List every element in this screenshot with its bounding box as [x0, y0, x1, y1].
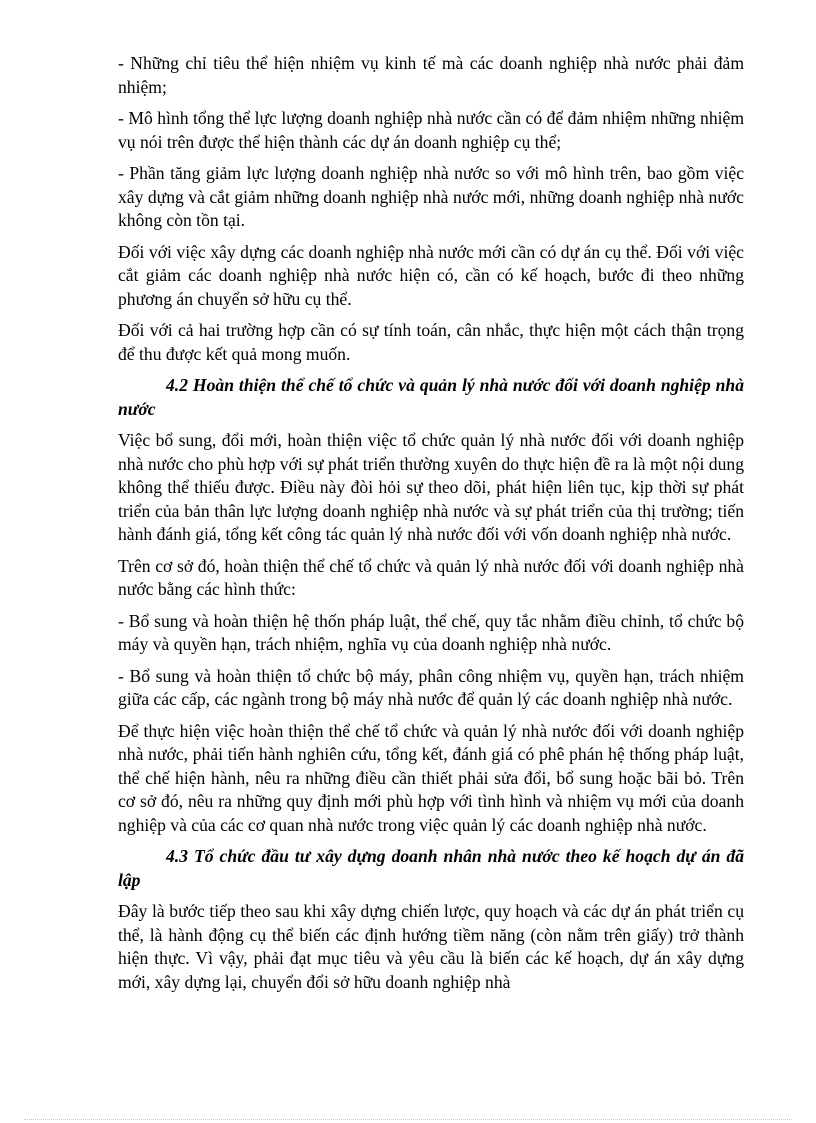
- section-heading-4-2: 4.2 Hoàn thiện thể chế tổ chức và quản lý nhà nước đối với doanh nghiệp nhà nước: [118, 375, 744, 419]
- bullet-apparatus: - Bổ sung và hoàn thiện tổ chức bộ máy, phân công nhiệm vụ, quyền hạn, trách nhiệm giữa các cấp, các ngành trong bộ máy nhà nước để quản lý các doanh nghiệp nhà nước.: [118, 665, 744, 709]
- paragraph-next-step: Đây là bước tiếp theo sau khi xây dựng chiến lược, quy hoạch và các dự án phát triển cụ thể, là hành động cụ thể biến các định hướng tiềm năng (còn nằm trên giấy) trở thành hiện thực. Vì vậy, phải đạt mục tiêu và yêu cầu là biến các kế hoạch, dự án xây dựng mới, xây dựng lại, chuyển đổi sở hữu doanh nghiệp nhà: [118, 901, 744, 992]
- paragraph-new-enterprises: Đối với việc xây dựng các doanh nghiệp nhà nước mới cần có dự án cụ thể. Đối với việc cắt giảm các doanh nghiệp nhà nước hiện có, cần có kế hoạch, bước đi theo những phương án chuyển sở hữu cụ thể.: [118, 241, 744, 309]
- bullet-overall-model: - Mô hình tổng thể lực lượng doanh nghiệp nhà nước cần có để đảm nhiệm những nhiệm vụ nói trên được thể hiện thành các dự án doanh nghiệp cụ thể;: [118, 108, 744, 152]
- document-page: [118, 52, 744, 1002]
- paragraph-implementation: Để thực hiện việc hoàn thiện thể chế tổ chức và quản lý nhà nước đối với doanh nghiệp nhà nước, phải tiến hành nghiên cứu, tổng kết, đánh giá có phê phán hệ thống pháp luật, thể chế hiện hành, nêu ra những điều cần thiết phải sửa đổi, bổ sung hoặc bãi bỏ. Trên cơ sở đó, nêu ra những quy định mới phù hợp với tình hình và nhiệm vụ mới của doanh nghiệp và của các cơ quan nhà nước trong việc quản lý các doanh nghiệp nhà nước.: [118, 720, 744, 835]
- section-heading-4-3: 4.3 Tổ chức đầu tư xây dựng doanh nhân nhà nước theo kế hoạch dự án đã lập: [118, 846, 744, 890]
- bullet-increase-decrease: - Phần tăng giảm lực lượng doanh nghiệp nhà nước so với mô hình trên, bao gồm việc xây dựng và cắt giảm những doanh nghiệp nhà nước mới, những doanh nghiệp nhà nước không còn tồn tại.: [118, 163, 744, 230]
- paragraph-both-cases: Đối với cả hai trường hợp cần có sự tính toán, cân nhắc, thực hiện một cách thận trọng để thu được kết quả mong muốn.: [118, 320, 744, 364]
- bullet-legal-system: - Bổ sung và hoàn thiện hệ thốn pháp luật, thể chế, quy tắc nhằm điều chỉnh, tổ chức bộ máy và quyền hạn, trách nhiệm, nghĩa vụ của doanh nghiệp nhà nước.: [118, 610, 744, 654]
- paragraph-supplement-renew: Việc bổ sung, đổi mới, hoàn thiện việc tổ chức quản lý nhà nước đối với doanh nghiệp nhà nước cho phù hợp với sự phát triển thường xuyên do thực hiện đề ra là một nội dung không thể thiếu được. Điều này đòi hỏi sự theo dõi, phát hiện liên tục, kịp thời sự phát triển của bản thân lực lượng doanh nghiệp nhà nước và sự phát triển của thị trường; tiến hành đánh giá, tổng kết công tác quản lý nhà nước đối với vốn doanh nghiệp nhà nước.: [118, 430, 744, 544]
- page-bottom-rule: [24, 1119, 792, 1120]
- bullet-economic-targets: - Những chỉ tiêu thể hiện nhiệm vụ kinh tế mà các doanh nghiệp nhà nước phải đảm nhiệm;: [118, 53, 744, 97]
- paragraph-on-that-basis: Trên cơ sở đó, hoàn thiện thể chế tổ chức và quản lý nhà nước đối với doanh nghiệp nhà nước bằng các hình thức:: [118, 555, 744, 599]
